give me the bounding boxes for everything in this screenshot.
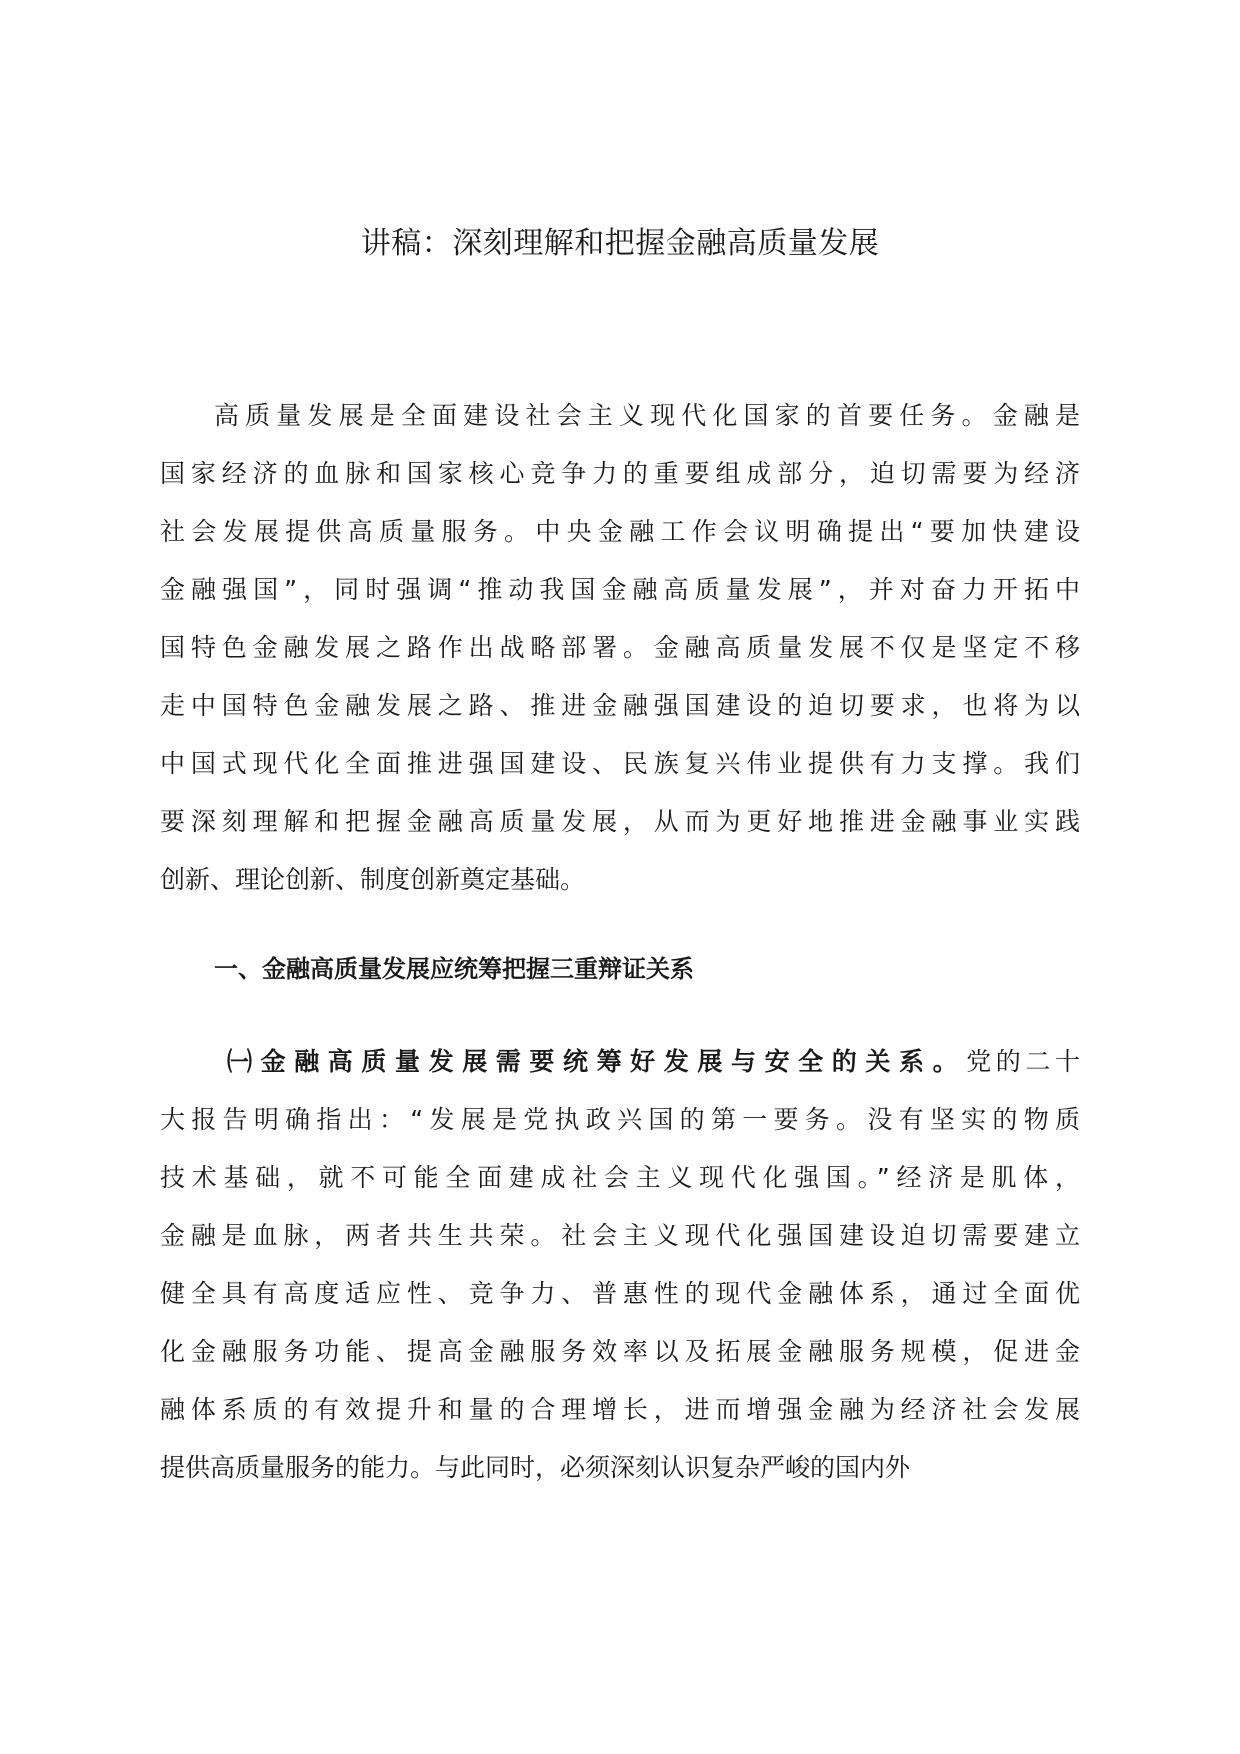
paragraph-line: 金融强国”，同时强调“推动我国金融高质量发展”，并对奋力开拓中 <box>160 575 1080 604</box>
page-title: 讲稿：深刻理解和把握金融高质量发展 <box>360 226 880 261</box>
paragraph-line: 国特色金融发展之路作出战略部署。金融高质量发展不仅是坚定不移 <box>160 633 1080 662</box>
paragraph-line: 社会发展提供高质量服务。中央金融工作会议明确提出“要加快建设 <box>160 517 1080 546</box>
paragraph-line: 提供高质量服务的能力。与此同时，必须深刻认识复杂严峻的国内外 <box>160 1453 911 1482</box>
paragraph-line: 国家经济的血脉和国家核心竞争力的重要组成部分，迫切需要为经济 <box>160 459 1080 488</box>
paragraph-line: 要深刻理解和把握金融高质量发展，从而为更好地推进金融事业实践 <box>160 807 1080 836</box>
paragraph-line: 化金融服务功能、提高金融服务效率以及拓展金融服务规模，促进金 <box>160 1337 1080 1366</box>
paragraph-line: 融体系质的有效提升和量的合理增长，进而增强金融为经济社会发展 <box>160 1395 1080 1424</box>
section-heading: 一、金融高质量发展应统筹把握三重辩证关系 <box>214 955 694 983</box>
paragraph-line: 高质量发展是全面建设社会主义现代化国家的首要任务。金融是 <box>214 401 1080 430</box>
paragraph-line: 技术基础，就不可能全面建成社会主义现代化强国。”经济是肌体， <box>160 1163 1080 1192</box>
paragraph-line: 走中国特色金融发展之路、推进金融强国建设的迫切要求，也将为以 <box>160 691 1080 720</box>
paragraph-lead-rest: 党的二十 <box>966 1047 1080 1076</box>
subheading-bold: ㈠金融高质量发展需要统筹好发展与安全的关系。 <box>227 1047 967 1076</box>
paragraph-line: 健全具有高度适应性、竞争力、普惠性的现代金融体系，通过全面优 <box>160 1279 1080 1308</box>
paragraph-lead-line <box>227 1040 1080 1084</box>
paragraph-line: 金融是血脉，两者共生共荣。社会主义现代化强国建设迫切需要建立 <box>160 1221 1080 1250</box>
paragraph-line: 大报告明确指出：“发展是党执政兴国的第一要务。没有坚实的物质 <box>160 1105 1080 1134</box>
paragraph-line: 中国式现代化全面推进强国建设、民族复兴伟业提供有力支撑。我们 <box>160 749 1080 778</box>
paragraph-line: 创新、理论创新、制度创新奠定基础。 <box>160 865 586 894</box>
